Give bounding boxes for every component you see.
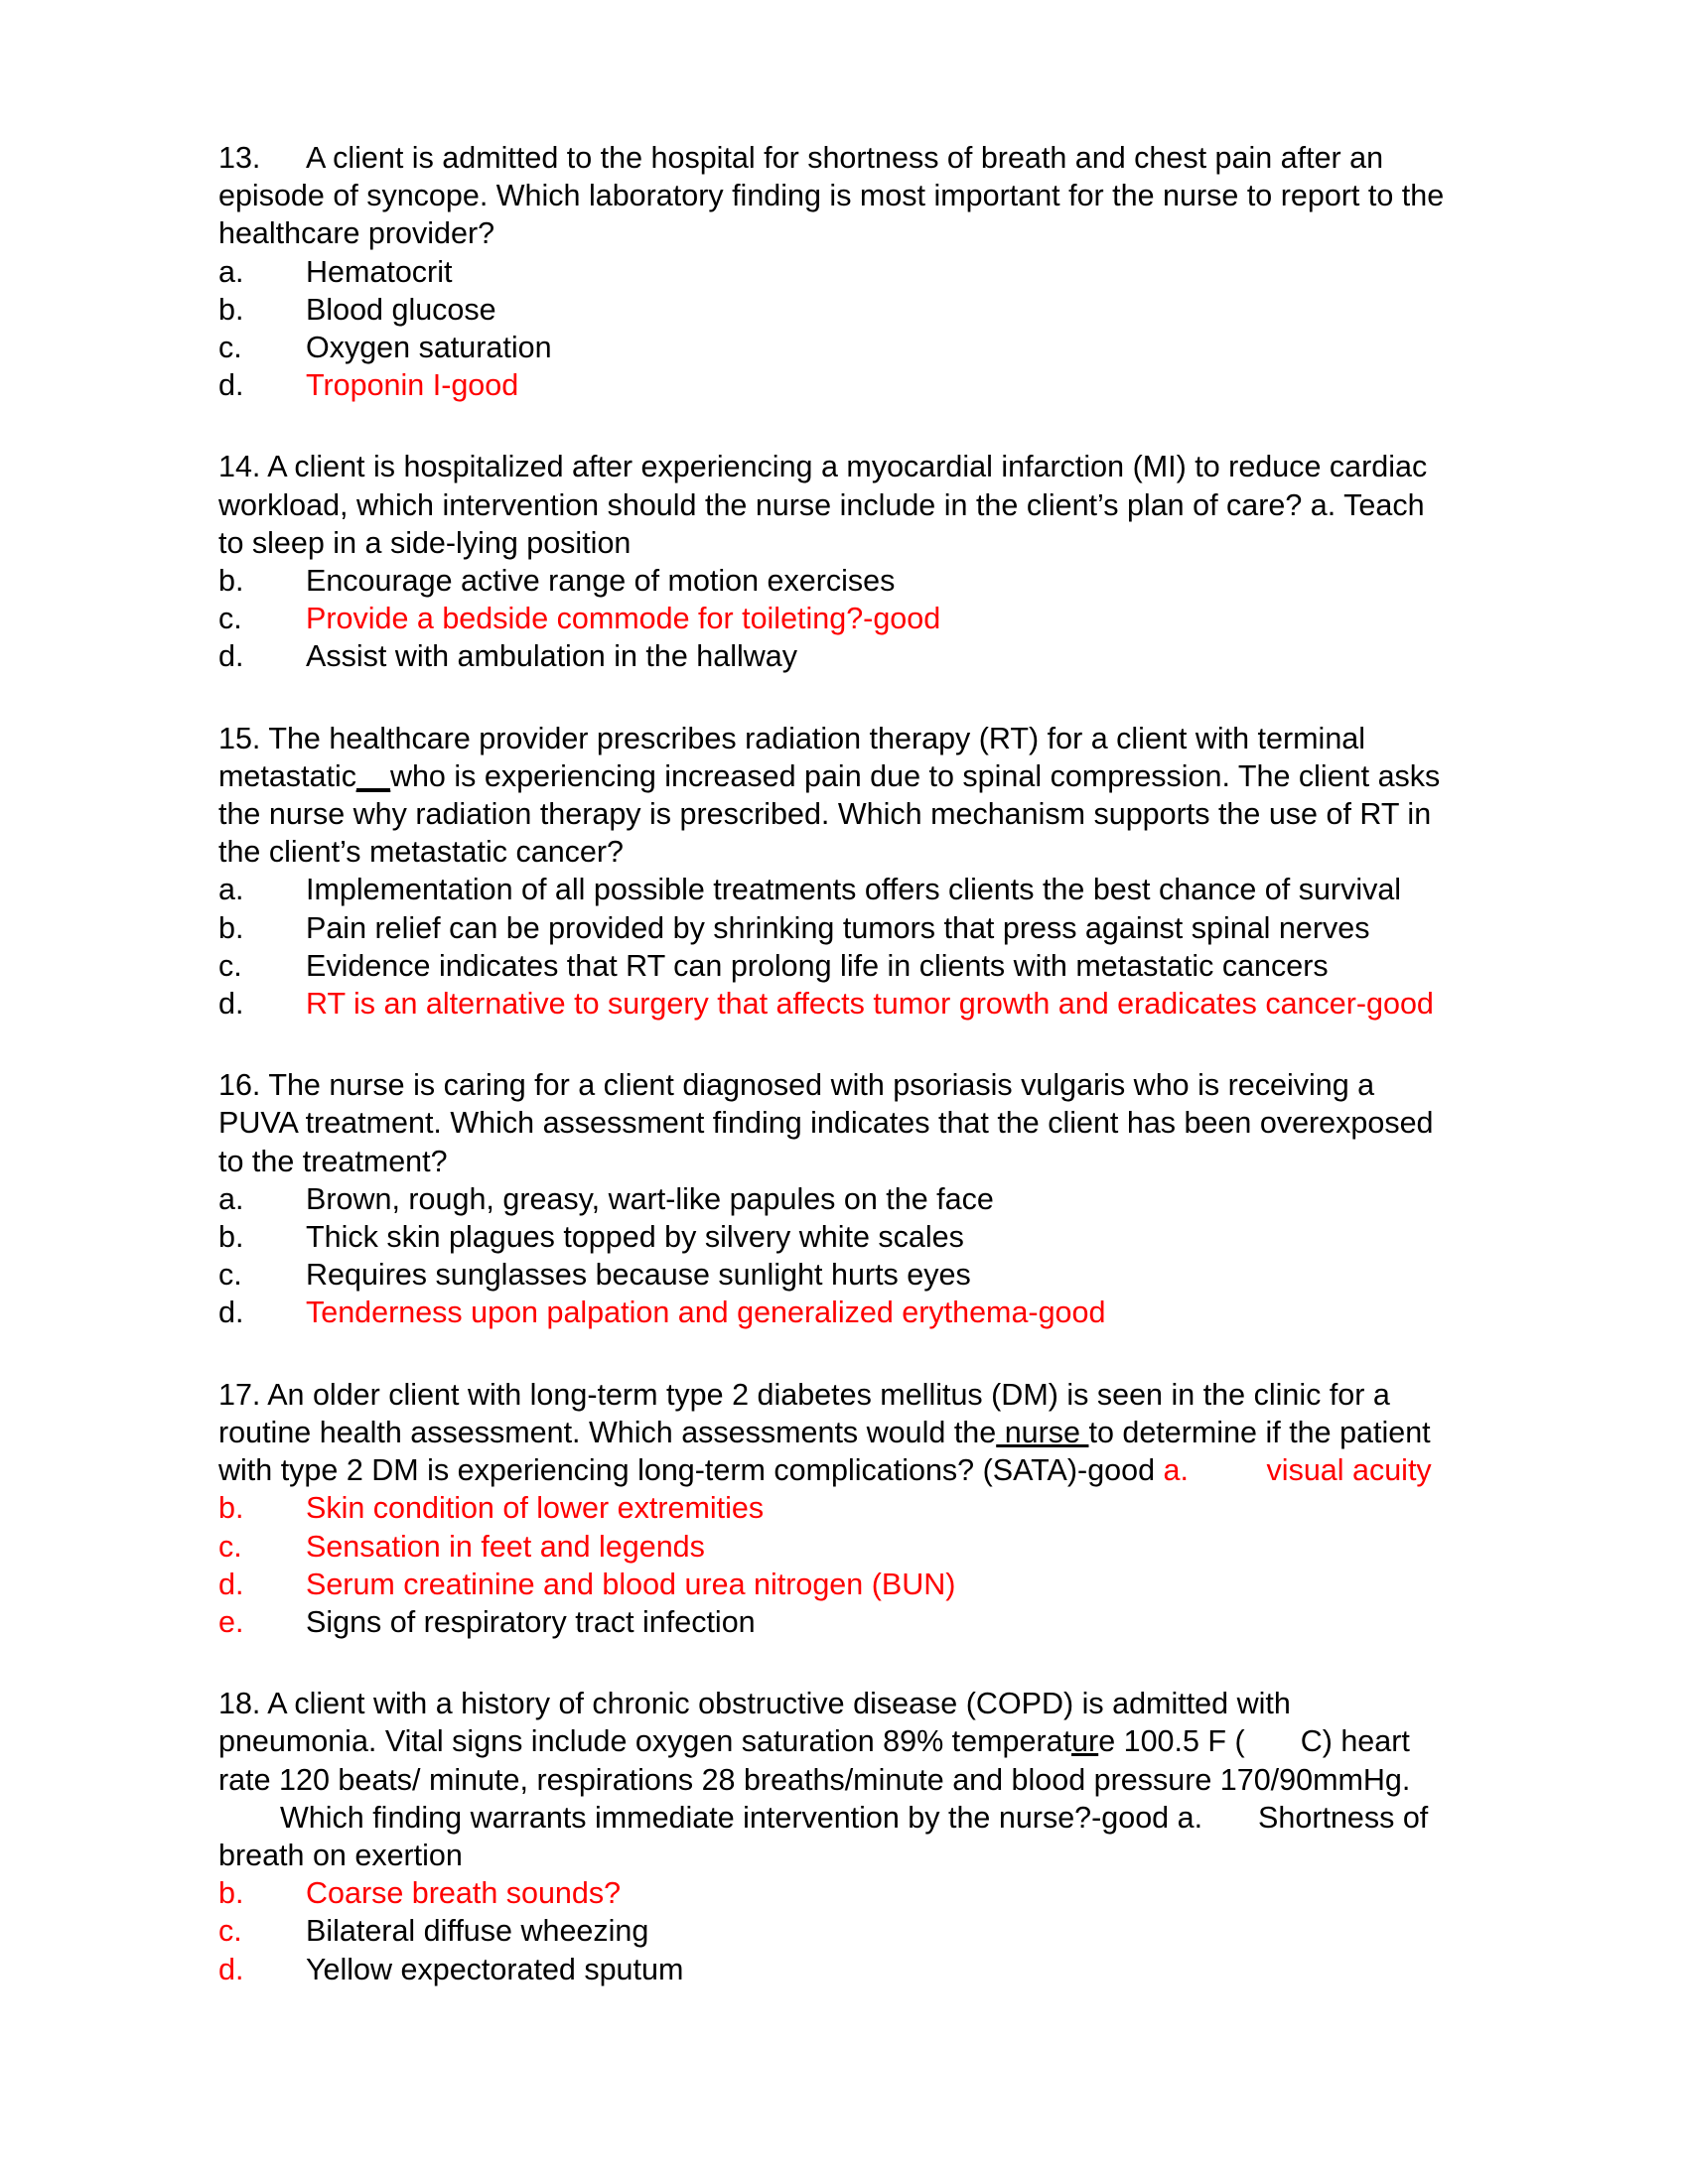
document-body [218,139,1445,1988]
question-17-option-b[interactable] [218,1489,1445,1527]
option-letter: c. [218,331,242,365]
question-16-option-a[interactable] [218,1180,1445,1218]
question-15-option-a[interactable] [218,871,1445,908]
option-letter: d. [218,1952,244,1986]
option-letter: a. [218,873,244,907]
option-letter: d. [218,368,244,403]
question-block-15 [218,720,1445,1024]
option-text: Sensation in feet and legends [306,1529,705,1564]
option-letter: e. [218,1604,244,1639]
question-18-option-c[interactable] [218,1912,1445,1950]
option-text: Serum creatinine and blood urea nitrogen (BUN) [306,1567,956,1601]
question-block-18 [218,1685,1445,1988]
question-17-option-a-text: visual acuity [1266,1453,1432,1488]
option-text: Pain relief can be provided by shrinking tumors that press against spinal nerves [306,910,1370,945]
question-16-option-b[interactable] [218,1218,1445,1256]
option-letter: a. [218,254,244,289]
question-18-stem-b: e 100.5 F ( [1098,1724,1245,1759]
option-letter: c. [218,602,242,636]
question-14-stem: 14. A client is hospitalized after experiencing a myocardial infarction (MI) to reduce cardiac workload, which intervention should the nurse include in the client’s plan of care? a. Teach to sleep in a side-lying position [218,450,1428,560]
option-letter: b. [218,292,244,327]
question-13-option-b[interactable] [218,291,1445,329]
question-18-stem-indented: Which finding warrants immediate intervention by the nurse?-good a. [280,1800,1203,1835]
option-text: Requires sunglasses because sunlight hurts eyes [306,1258,971,1293]
option-letter: c. [218,1914,242,1949]
question-18-stem-a: 18. A client with a history of chronic obstructive disease (COPD) is admitted with pneumonia. Vital signs include oxygen saturation 89% temperat [218,1687,1291,1759]
option-letter: d. [218,1296,244,1330]
question-17-stem-b: to determine if the patient with type 2 DM is experiencing long-term complications? (SATA)-good [218,1415,1431,1488]
option-text: Oxygen saturation [306,331,552,365]
question-block-17 [218,1376,1445,1641]
option-text: Encourage active range of motion exercises [306,564,896,599]
option-letter: a. [218,1181,244,1216]
option-text: Bilateral diffuse wheezing [306,1914,649,1949]
question-14-option-b[interactable] [218,562,1445,600]
question-15-stem-a: 15. The healthcare provider prescribes radiation therapy (RT) for a client with terminal metastatic [218,721,1366,793]
option-letter: d. [218,639,244,674]
option-text: Evidence indicates that RT can prolong life in clients with metastatic cancers [306,948,1329,983]
option-text: RT is an alternative to surgery that affects tumor growth and eradicates cancer-good [306,987,1434,1022]
question-18-option-b[interactable] [218,1874,1445,1912]
option-letter: b. [218,1876,244,1911]
question-14-option-c[interactable] [218,600,1445,637]
option-letter: b. [218,564,244,599]
question-13-stem-text: A client is admitted to the hospital for shortness of breath and chest pain after an episode of syncope. Which laboratory finding is most important for the nurse to report to the healthcare provider? [218,141,1445,251]
question-17-stem [218,1376,1445,1490]
option-letter: c. [218,1258,242,1293]
question-16-option-d[interactable] [218,1294,1445,1331]
option-letter: b. [218,910,244,945]
option-text: Signs of respiratory tract infection [306,1604,756,1639]
question-17-option-c[interactable] [218,1528,1445,1566]
option-text: Thick skin plagues topped by silvery white scales [306,1220,964,1255]
option-letter: c. [218,948,242,983]
question-13-option-c[interactable] [218,329,1445,366]
question-15-option-c[interactable] [218,947,1445,985]
question-block-14 [218,448,1445,675]
option-letter: b. [218,1220,244,1255]
option-letter: b. [218,1491,244,1526]
question-15-option-b[interactable] [218,909,1445,947]
question-18-stem-c: C) heart rate 120 beats/ minute, respirations 28 breaths/minute and blood pressure 170/90mmHg. [218,1724,1411,1797]
question-13-option-a[interactable] [218,253,1445,291]
question-block-13 [218,139,1445,404]
question-17-option-e[interactable] [218,1603,1445,1641]
question-18-underlined-ur: ur [1071,1724,1099,1759]
question-15-option-d[interactable] [218,985,1445,1023]
question-18-option-a-text: Shortness of breath on exertion [218,1800,1429,1872]
option-text: Yellow expectorated sputum [306,1952,684,1986]
option-text: Blood glucose [306,292,496,327]
question-18-option-d[interactable] [218,1951,1445,1988]
question-13-number: 13. [218,141,261,175]
option-text: Troponin I-good [306,368,519,403]
question-16-option-c[interactable] [218,1256,1445,1294]
question-15-blank: __ [356,758,390,793]
question-17-underlined-nurse: nurse [996,1415,1089,1449]
option-text: Skin condition of lower extremities [306,1491,765,1526]
question-13-option-d[interactable] [218,366,1445,404]
question-16-stem: 16. The nurse is caring for a client diagnosed with psoriasis vulgaris who is receiving a PUVA treatment. Which assessment finding indicates that the client has been overexposed to the treatment? [218,1068,1434,1178]
question-block-16 [218,1066,1445,1331]
question-15-stem [218,720,1445,872]
option-text: Coarse breath sounds? [306,1876,622,1911]
option-letter: c. [218,1529,242,1564]
question-18-stem [218,1685,1445,1874]
option-letter: d. [218,1567,244,1601]
option-text: Implementation of all possible treatments offers clients the best chance of survival [306,873,1402,907]
question-17-option-a-letter: a. [1163,1453,1189,1488]
question-13-stem [218,139,1445,253]
option-text: Provide a bedside commode for toileting?-good [306,602,941,636]
option-text: Hematocrit [306,254,453,289]
question-17-stem-a: 17. An older client with long-term type 2 diabetes mellitus (DM) is seen in the clinic for a routine health assessment. Which assessments would the [218,1377,1390,1449]
option-text: Assist with ambulation in the hallway [306,639,798,674]
question-14-option-d[interactable] [218,637,1445,675]
question-15-stem-b: who is experiencing increased pain due to spinal compression. The client asks the nurse why radiation therapy is prescribed. Which mechanism supports the use of RT in the client’s metastatic cancer? [218,758,1441,870]
option-text: Tenderness upon palpation and generalized erythema-good [306,1296,1106,1330]
option-letter: d. [218,987,244,1022]
question-17-option-d[interactable] [218,1566,1445,1603]
option-text: Brown, rough, greasy, wart-like papules on the face [306,1181,994,1216]
